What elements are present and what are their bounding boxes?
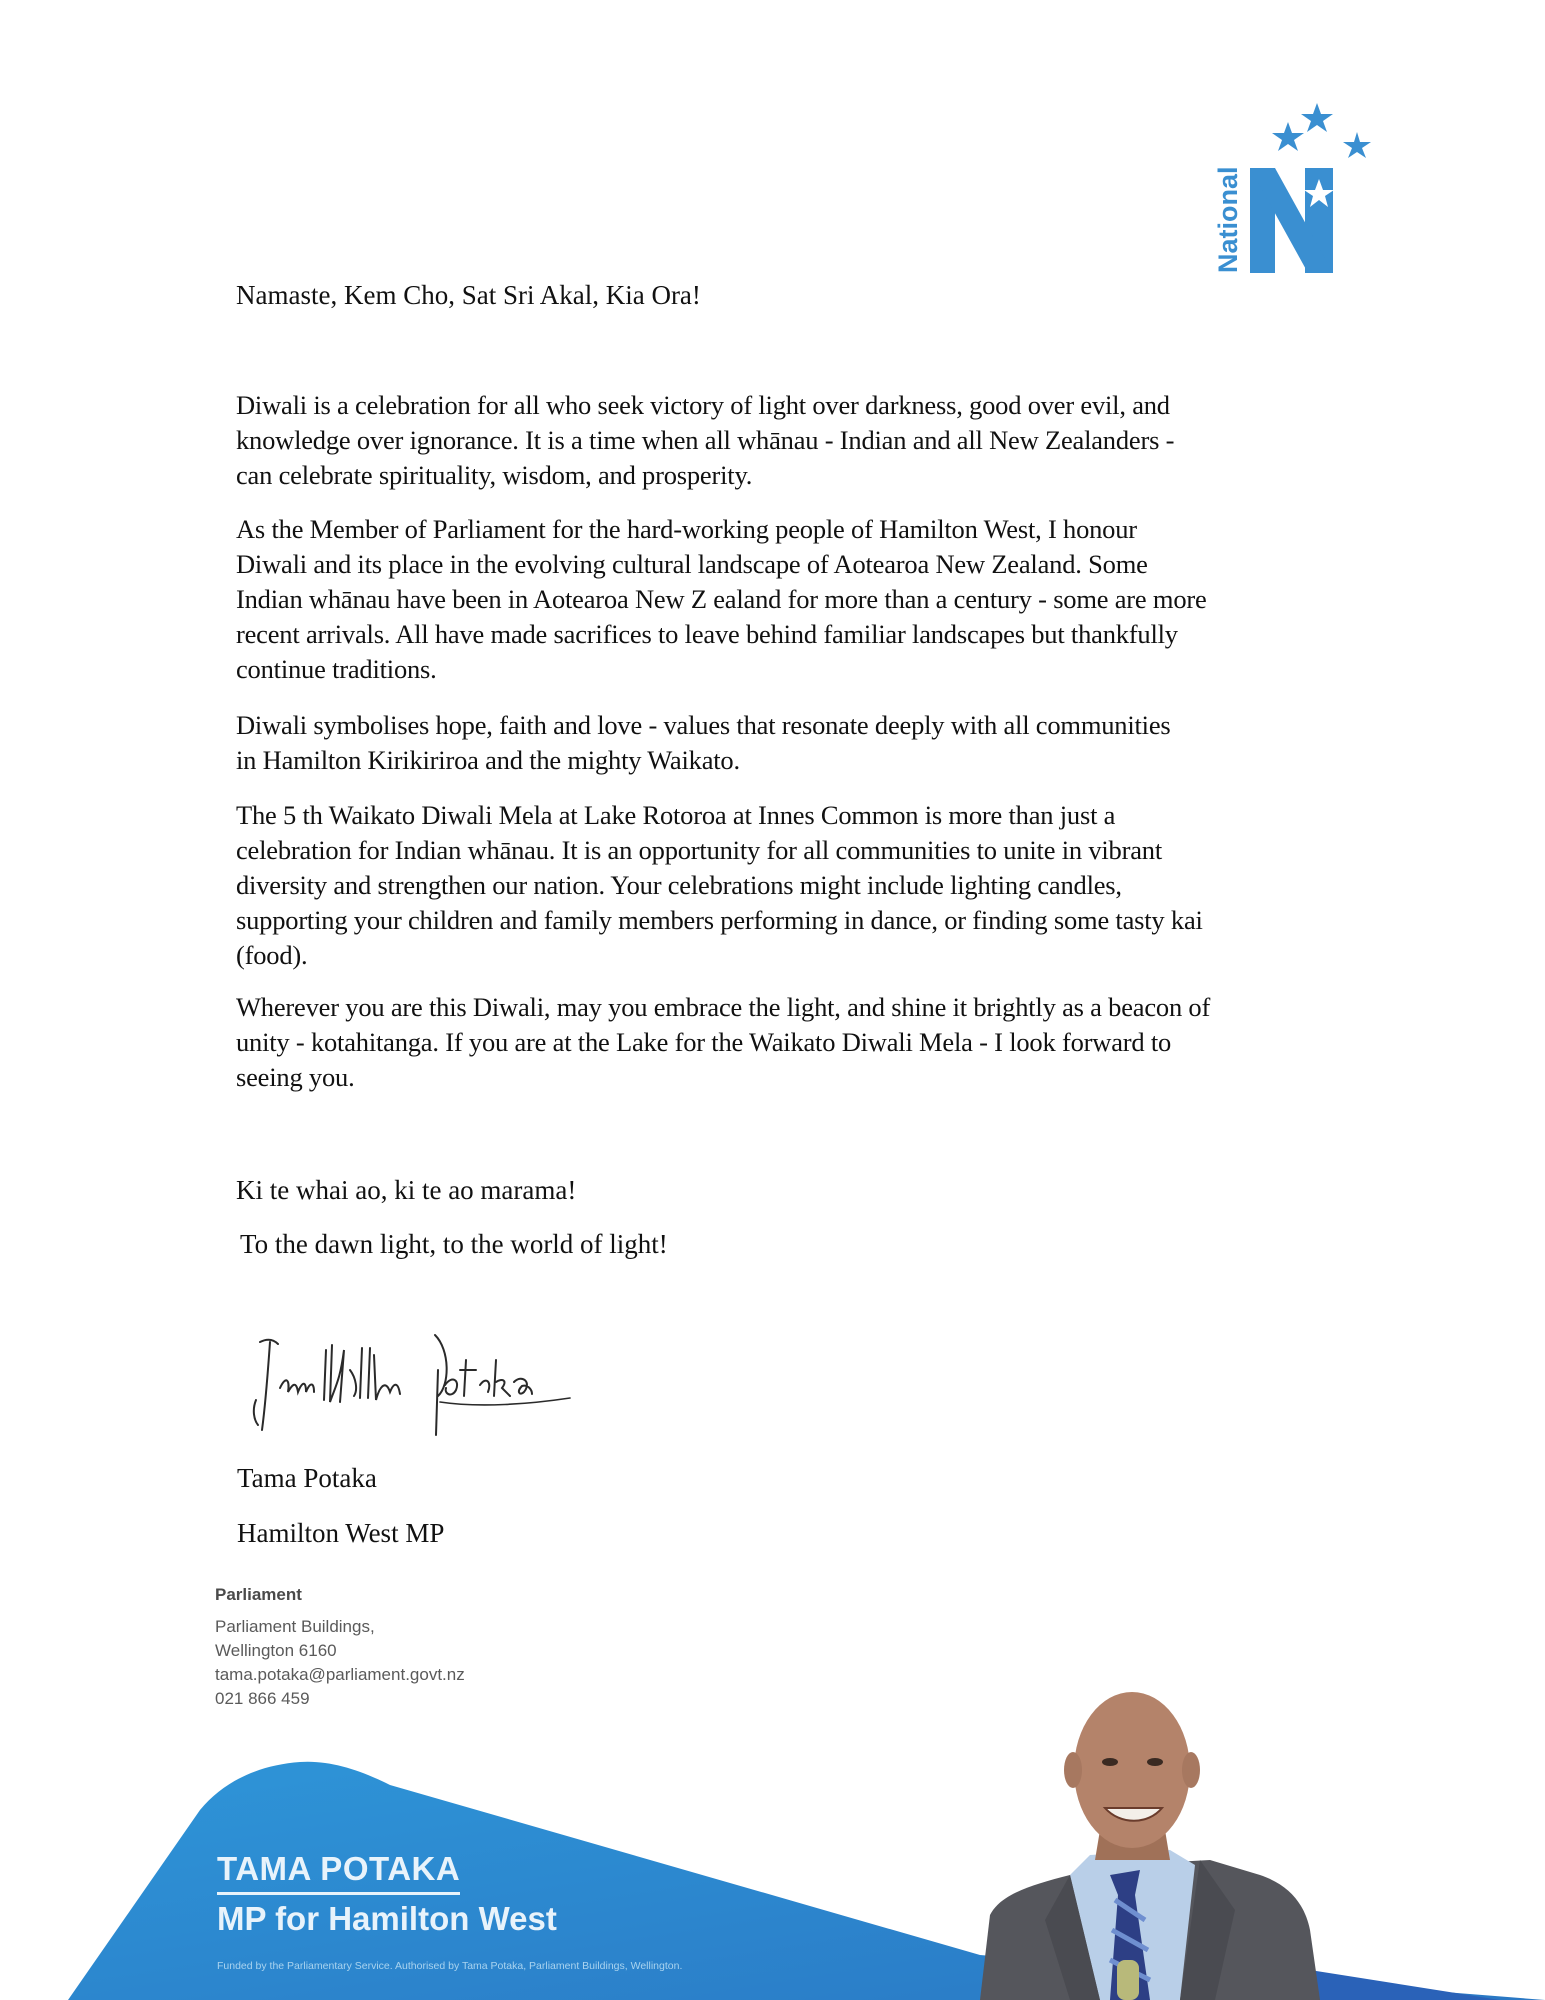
signer-title: Hamilton West MP (237, 1518, 445, 1548)
funding-notice: Funded by the Parliamentary Service. Authorised by Tama Potaka, Parliament Buildings, Wellington. (217, 1960, 683, 1972)
star-icon (1272, 122, 1304, 151)
signature (240, 1330, 620, 1440)
paragraph-2: As the Member of Parliament for the hard-working people of Hamilton West, I honour Diwali and its place in the evolving cultural landscape of Aotearoa New Zealand. Some Indian whānau have been in Aotearoa New Z ealand for more than a century - some are more recent arrivals. All have made sacrifices to leave behind familiar landscapes but thankfully continue traditions. (236, 514, 1207, 684)
greeting: Namaste, Kem Cho, Sat Sri Akal, Kia Ora! (236, 280, 701, 310)
paragraph-5: Wherever you are this Diwali, may you embrace the light, and shine it brightly as a beacon of unity - kotahitanga. If you are at the Lake for the Waikato Diwali Mela - I look forward to seeing you. (236, 992, 1211, 1092)
star-icon (1301, 103, 1333, 132)
contact-block (215, 1583, 465, 1711)
banner-role: MP for Hamilton West (217, 1900, 557, 1937)
contact-address-line1: Parliament Buildings, (215, 1617, 375, 1636)
star-icon (1343, 132, 1371, 158)
closing-maori: Ki te whai ao, ki te ao marama! (236, 1175, 577, 1205)
contact-email[interactable]: tama.potaka@parliament.govt.nz (215, 1665, 465, 1684)
paragraph-1: Diwali is a celebration for all who seek victory of light over darkness, good over evil, and knowledge over ignorance. It is a time when all whānau - Indian and all New Zealanders - can celebrate spirituality, wisdom, and prosperity. (236, 390, 1175, 490)
closing-english: To the dawn light, to the world of light! (240, 1229, 668, 1259)
contact-heading: Parliament (215, 1585, 302, 1604)
contact-phone[interactable]: 021 866 459 (215, 1689, 310, 1708)
svg-text:National: National (1213, 166, 1243, 273)
signer-name: Tama Potaka (237, 1463, 377, 1493)
contact-address-line2: Wellington 6160 (215, 1641, 337, 1660)
national-party-logo (1195, 95, 1390, 285)
banner-name: TAMA POTAKA (217, 1850, 460, 1895)
paragraph-3: Diwali symbolises hope, faith and love - values that resonate deeply with all communities in Hamilton Kirikiriroa and the mighty Waikato. (236, 710, 1171, 775)
paragraph-4: The 5 th Waikato Diwali Mela at Lake Rotoroa at Innes Common is more than just a celebration for Indian whānau. It is an opportunity for all communities to unite in vibrant diversity and strengthen our nation. Your celebrations might include lighting candles, supporting your children and family members performing in dance, or finding some tasty kai (food). (236, 800, 1203, 970)
mp-portrait-photo (960, 1660, 1340, 2000)
